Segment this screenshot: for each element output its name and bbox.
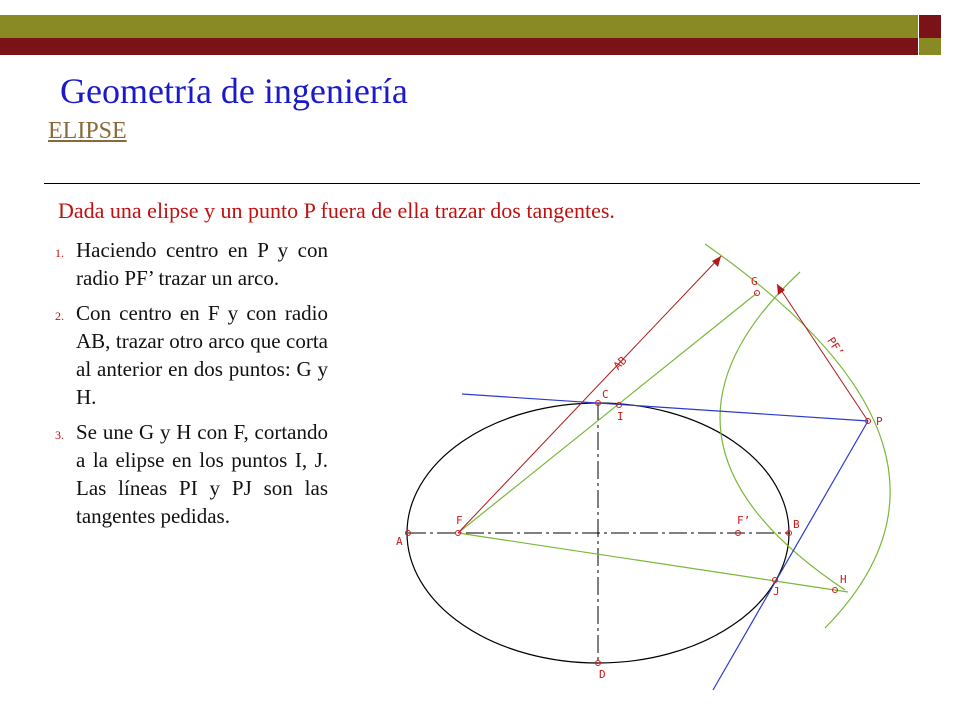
label-p: P — [876, 415, 883, 428]
step-item — [52, 236, 328, 292]
dimension-ab-arrow — [712, 256, 721, 267]
label-c: C — [602, 388, 609, 401]
dimension-pf-label: PF’ — [824, 334, 847, 359]
slide-subtitle-link[interactable]: ELIPSE — [48, 118, 127, 144]
header-square-maroon — [919, 15, 941, 38]
label-d: D — [599, 668, 606, 681]
label-b: B — [793, 518, 800, 531]
label-h: H — [840, 573, 847, 586]
tangent-pj — [713, 421, 868, 690]
header-square-olive — [919, 38, 941, 55]
label-g: G — [751, 275, 758, 288]
label-j: J — [773, 585, 780, 598]
line-fh — [458, 533, 848, 592]
dimension-ab-line — [458, 256, 721, 533]
step-text: Haciendo centro en P y con radio PF’ trazar un arco. — [76, 238, 328, 290]
header-bar — [0, 0, 960, 55]
dimension-pf-line — [777, 284, 868, 421]
label-f: F — [456, 514, 463, 527]
label-i: I — [617, 410, 624, 423]
dimension-ab-label: AB — [610, 354, 630, 373]
header-bar-maroon — [0, 38, 918, 55]
tangent-pi — [462, 394, 868, 421]
step-number: 2. — [55, 309, 64, 323]
steps-list — [52, 236, 328, 537]
slide-title: Geometría de ingeniería — [60, 71, 408, 111]
label-f-prime: F’ — [737, 514, 751, 527]
header-bar-olive — [0, 15, 918, 38]
label-a: A — [396, 535, 403, 548]
step-number: 3. — [55, 428, 64, 442]
line-fg — [458, 293, 757, 533]
step-number: 1. — [55, 246, 64, 260]
step-item — [52, 418, 328, 530]
problem-statement: Dada una elipse y un punto P fuera de ella trazar dos tangentes. — [58, 198, 615, 223]
step-item — [52, 299, 328, 411]
arc-center-p — [705, 244, 890, 628]
arc-center-f — [720, 272, 845, 590]
divider-line — [44, 183, 920, 184]
step-text: Se une G y H con F, cortando a la elipse en los puntos I, J. Las líneas PI y PJ son las tangentes pedidas. — [76, 420, 328, 528]
ellipse-tangent-diagram — [388, 236, 898, 692]
step-text: Con centro en F y con radio AB, trazar otro arco que corta al anterior en dos puntos: G y H. — [76, 301, 328, 409]
